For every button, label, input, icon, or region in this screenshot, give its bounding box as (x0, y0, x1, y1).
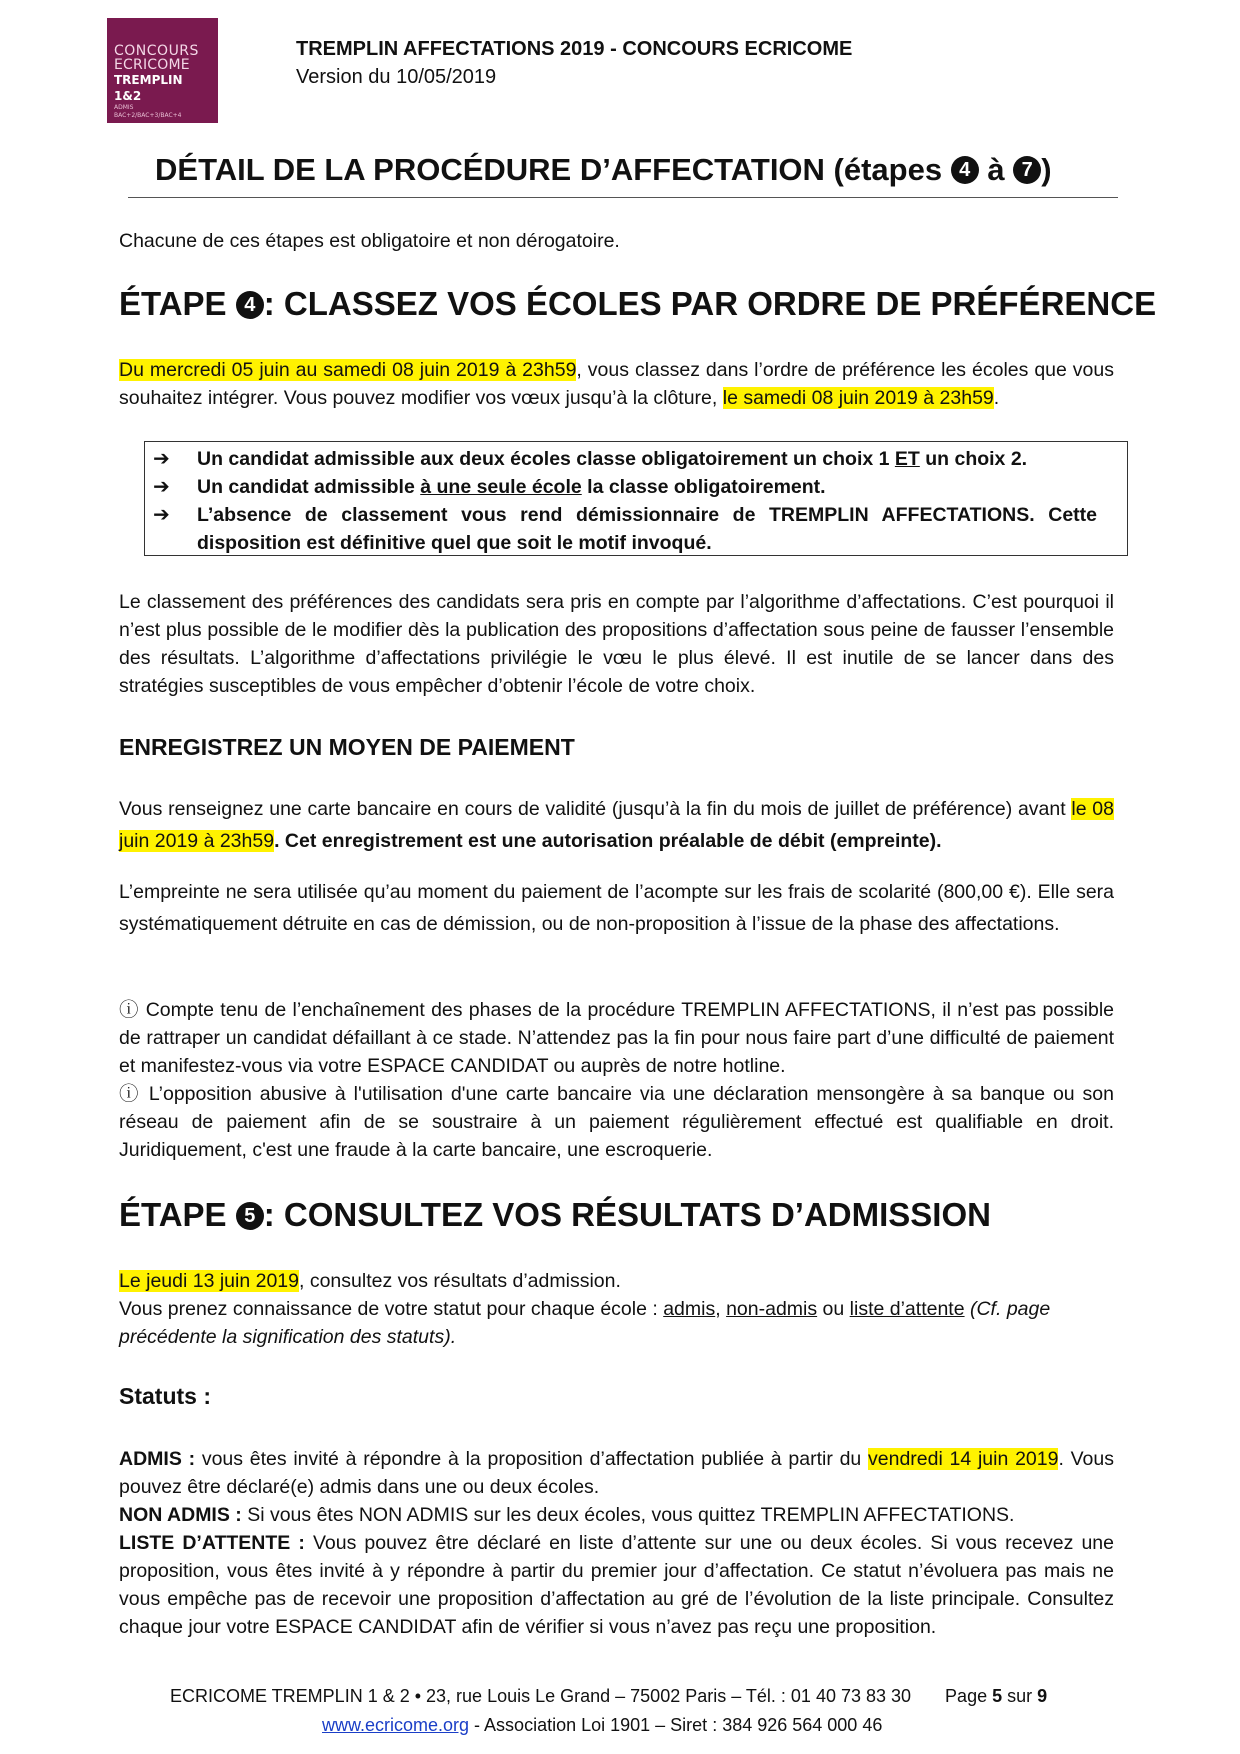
page-number: 5 (992, 1686, 1003, 1706)
text-run: (Cf. page précédente la signification des statuts). (119, 1298, 1051, 1348)
status-non-admis: non-admis (726, 1298, 818, 1320)
logo-line-ecricome: ECRICOME (114, 57, 190, 73)
rule-item (147, 445, 1097, 473)
text-run: un choix 2. (919, 448, 1028, 470)
page-title-end: ) (1041, 152, 1052, 187)
logo-line-admis: ADMIS (114, 104, 134, 111)
logo-line-concours: CONCOURS (114, 43, 199, 59)
etape-4-prefix: ÉTAPE (119, 285, 236, 322)
arrow-right-icon: ➔ (153, 448, 170, 470)
text-run: L’opposition abusive à l'utilisation d'une carte bancaire via une déclaration mensongère à sa banque ou son réseau de paiement afin de se soustraire à un paiement régulièrement effectué est qualifiable en droit. Juridiquement, c'est une fraude à la carte bancaire, une escroquerie. (119, 1083, 1114, 1161)
text-run: Un candidat admissible (197, 476, 421, 498)
text-run: ADMIS : (119, 1448, 196, 1470)
highlighted-date: vendredi 14 juin 2019 (868, 1448, 1059, 1470)
ecricome-logo (107, 18, 218, 123)
etape-4-paragraph-1 (119, 356, 1114, 412)
etape-4-heading (119, 285, 1156, 323)
text-run: Vous pouvez être déclaré en liste d’attente sur une ou deux écoles. Si vous recevez une proposition, vous êtes invité à y répondre à partir du premier jour d’affectation. Ce statut n’évoluera pas mais ne vous empêche pas de recevoir une proposition d’affectation au gré de l’évolution de la liste principale. Consultez chaque jour votre ESPACE CANDIDAT afin de vérifier si vous n’avez pas reçu une proposition. (119, 1532, 1114, 1638)
paiement-heading: ENREGISTREZ UN MOYEN DE PAIEMENT (119, 734, 575, 760)
rule-item (147, 473, 1097, 501)
page-sep: sur (1002, 1686, 1038, 1706)
circled-number-7-icon: 7 (1013, 156, 1041, 184)
text-run: NON ADMIS : (119, 1504, 242, 1526)
rule-item (147, 501, 1097, 557)
page-total: 9 (1037, 1686, 1048, 1706)
text-run: , consultez vos résultats d’admission. (299, 1270, 621, 1292)
footer-address: ECRICOME TREMPLIN 1 & 2 • 23, rue Louis Le Grand – 75002 Paris – Tél. : 01 40 73 83 30 (170, 1686, 912, 1706)
highlighted-date: le samedi 08 juin 2019 à 23h59 (722, 387, 994, 409)
logo-line-bac: BAC+2/BAC+3/BAC+4 (114, 112, 182, 119)
etape-5-title: : CONSULTEZ VOS RÉSULTATS D’ADMISSION (263, 1196, 991, 1233)
text-run: . Cet enregistrement est une autorisation préalable de débit (empreinte). (274, 830, 942, 852)
circled-number-4-icon: 4 (951, 156, 979, 184)
text-run: , vous classez dans l’ordre de préférence les écoles que vous souhaitez intégrer. Vous pouvez modifier vos vœux jusqu’à la clôture, (119, 359, 1115, 409)
paiement-paragraph-2: L’empreinte ne sera utilisée qu’au moment du paiement de l’acompte sur les frais de scolarité (800,00 €). Elle sera systématiquement détruite en cas de démission, ou de non-proposition à l’issue de la phase des affectations. (119, 881, 1114, 935)
text-run: à une seule école (420, 476, 582, 498)
paiement-info-1 (119, 996, 1114, 1080)
statut-liste-attente (119, 1529, 1114, 1641)
statuts-heading: Statuts : (119, 1383, 211, 1409)
text-run: la classe obligatoirement. (581, 476, 826, 498)
highlighted-date: le 08 juin 2019 à 23h59 (119, 798, 1114, 852)
status-liste-attente: liste d’attente (849, 1298, 965, 1320)
statut-non-admis (119, 1501, 1114, 1529)
page-title-mid: à (978, 152, 1014, 187)
page-title-text: DÉTAIL DE LA PROCÉDURE D’AFFECTATION (étapes (155, 152, 951, 187)
highlighted-date: Le jeudi 13 juin 2019 (119, 1270, 299, 1292)
statut-admis (119, 1445, 1114, 1501)
text-run: Un candidat admissible aux deux écoles classe obligatoirement un choix 1 (197, 448, 895, 470)
etape-5-prefix: ÉTAPE (119, 1196, 236, 1233)
info-icon: ⓘ (119, 1083, 141, 1105)
text-run: Vous prenez connaissance de votre statut pour chaque école : (119, 1298, 664, 1320)
circled-number-4-icon: 4 (236, 291, 264, 319)
text-run: Vous renseignez une carte bancaire en cours de validité (jusqu’à la fin du mois de juillet de préférence) avant (119, 798, 1072, 820)
text-run: , (715, 1298, 727, 1320)
arrow-right-icon: ➔ (153, 476, 170, 498)
text-run: LISTE D’ATTENTE : (119, 1532, 305, 1554)
text-run: Compte tenu de l’enchaînement des phases de la procédure TREMPLIN AFFECTATIONS, il n’est pas possible de rattraper un candidat défaillant à ce stade. N’attendez pas la fin pour nous faire part d’une difficulté de paiement et manifestez-vous via votre ESPACE CANDIDAT ou auprès de notre hotline. (119, 999, 1115, 1077)
website-link[interactable]: www.ecricome.org (322, 1715, 470, 1735)
text-run: . (993, 387, 1000, 409)
text-run: L’absence de classement vous rend démissionnaire de TREMPLIN AFFECTATIONS. Cette disposition est définitive quel que soit le motif invoqué. (197, 504, 1097, 554)
footer-website-line (322, 1715, 882, 1736)
paiement-paragraph-1 (119, 793, 1114, 857)
status-admis: admis (663, 1298, 716, 1320)
etape-4-paragraph-2: Le classement des préférences des candidats sera pris en compte par l’algorithme d’affectations. C’est pourquoi il n’est plus possible de le modifier dès la publication des propositions d’affectation sous peine de fausser l’ensemble des résultats. L’algorithme d’affectations privilégie le vœu le plus élevé. Il est inutile de se lancer dans des stratégies susceptibles de vous empêcher d’obtenir l’école de votre choix. (119, 591, 1114, 697)
text-run: Si vous êtes NON ADMIS sur les deux écoles, vous quittez TREMPLIN AFFECTATIONS. (241, 1504, 1015, 1526)
etape-5-heading (119, 1196, 991, 1234)
text-run: vous êtes invité à répondre à la proposition d’affectation publiée à partir du (195, 1448, 868, 1470)
text-run: ET (894, 448, 920, 470)
etape-5-paragraph-2 (119, 1295, 1114, 1351)
title-divider (128, 197, 1118, 198)
text-run: ou (817, 1298, 850, 1320)
header-version: Version du 10/05/2019 (296, 66, 497, 88)
logo-line-tremplin: TREMPLIN 1&2 (114, 73, 183, 103)
paiement-info-2 (119, 1080, 1114, 1164)
arrow-right-icon: ➔ (153, 504, 170, 526)
rules-box (144, 441, 1128, 556)
circled-number-5-icon: 5 (236, 1202, 264, 1230)
etape-4-title: : CLASSEZ VOS ÉCOLES PAR ORDRE DE PRÉFÉRENCE (263, 285, 1157, 322)
page-label: Page (945, 1686, 993, 1706)
intro-text: Chacune de ces étapes est obligatoire et non dérogatoire. (119, 230, 620, 252)
highlighted-date: Du mercredi 05 juin au samedi 08 juin 2019 à 23h59 (119, 359, 577, 381)
text-run: . Vous pouvez être déclaré(e) admis dans une ou deux écoles. (119, 1448, 1114, 1498)
footer-address-line (170, 1686, 1047, 1707)
page-title (155, 152, 1052, 188)
etape-5-paragraph-1 (119, 1267, 1114, 1295)
header-title: TREMPLIN AFFECTATIONS 2019 - CONCOURS ECRICOME (296, 38, 853, 60)
info-icon: ⓘ (119, 999, 140, 1021)
footer-association: - Association Loi 1901 – Siret : 384 926 564 000 46 (469, 1715, 883, 1735)
